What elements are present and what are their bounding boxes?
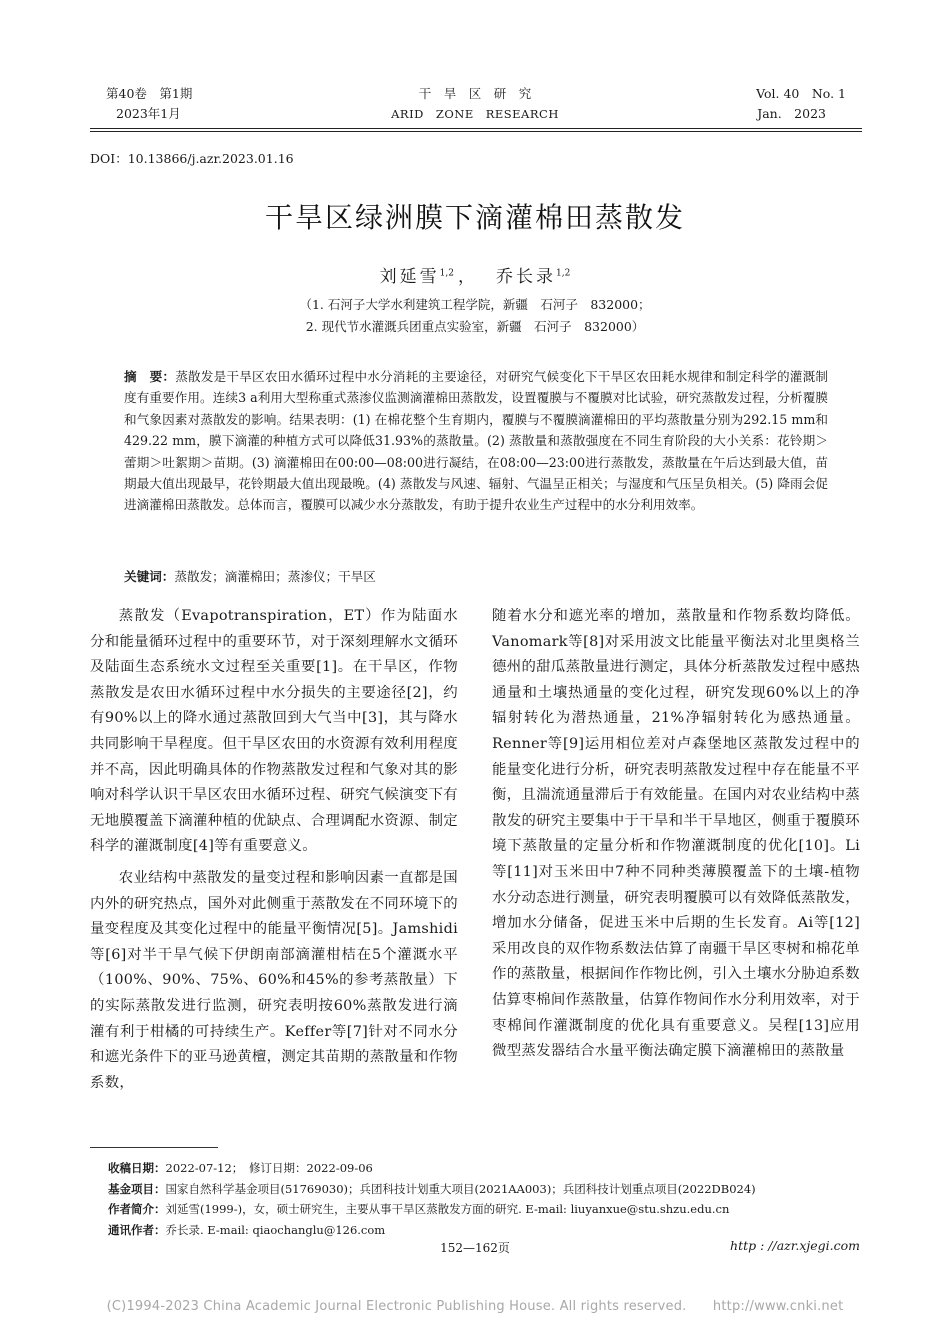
footnote-text: 2022-07-12； 修订日期：2022-09-06	[165, 1161, 373, 1175]
footnote-text: 国家自然科学基金项目(51769030)；兵团科技计划重大项目(2021AA003)；兵团科技计划重点项目(2022DB024)	[165, 1181, 756, 1196]
body-column-left	[90, 604, 458, 1096]
affiliation-line: 2. 现代节水灌溉兵团重点实验室，新疆 石河子 832000）	[305, 319, 645, 334]
header-volume-cn: 第40卷 第1期	[106, 86, 193, 101]
footnote-text: 乔长录. E-mail: qiaochanglu@126.com	[165, 1222, 386, 1237]
authors	[0, 262, 950, 287]
footnote-label: 收稿日期：	[108, 1161, 166, 1175]
header-date-en: Jan. 2023	[757, 106, 826, 121]
keywords-label: 关键词：	[124, 569, 175, 584]
header-right	[756, 84, 846, 124]
header-volume-en: Vol. 40 No. 1	[756, 86, 846, 101]
abstract	[124, 366, 828, 516]
header-date-cn: 2023年1月	[116, 106, 181, 121]
footnote-rule	[90, 1147, 218, 1148]
copyright-notice: (C)1994-2023 China Academic Journal Electronic Publishing House. All rights reserved. http://www.cnki.net	[106, 1299, 844, 1314]
footnote-label: 作者简介：	[108, 1202, 166, 1216]
footnote-label: 基金项目：	[108, 1181, 166, 1196]
author-separator: ，	[458, 267, 478, 287]
footnote-corresponding	[108, 1220, 868, 1241]
keywords-text: 蒸散发；滴灌棉田；蒸渗仪；干旱区	[174, 569, 376, 584]
footnote-funding	[108, 1179, 868, 1200]
header-journal-cn: 干 旱 区 研 究	[418, 86, 532, 101]
author-affiliation-mark: 1,2	[439, 268, 454, 279]
author-name: 乔长录	[496, 267, 556, 287]
author-name: 刘延雪	[379, 267, 440, 287]
body-paragraph: 蒸散发（Evapotranspiration，ET）作为陆面水分和能量循环过程中的重要环节，对于深刻理解水文循环及陆面生态系统水文过程至关重要[1]。在干旱区，作物蒸散发是农田水循环过程中水分损失的主要途径[2]，约有90%以上的降水通过蒸散回到大气当中[3]，其与降水共同影响干旱程度。但干旱区农田的水资源有效利用程度并不高，因此明确具体的作物蒸散发过程和气象对其的影响对科学认识干旱区农田水循环过程、研究气候演变下有无地膜覆盖下滴灌种植的优缺点、合理调配水资源、制定科学的灌溉制度[4]等有重要意义。	[90, 608, 458, 855]
body-column-right	[492, 604, 860, 1065]
footnote-author-bio	[108, 1199, 868, 1220]
body-paragraph: 农业结构中蒸散发的量变过程和影响因素一直都是国内外的研究热点，国外对此侧重于蒸散发在不同环境下的量变程度及其变化过程中的能量平衡情况[5]。Jamshidi 等[6]对半干旱气候下伊朗南部滴灌柑桔在5个灌溉水平（100%、90%、75%、60%和45%的参考蒸散量）下的实际蒸散发进行监测，研究表明按60%蒸散发进行滴灌有利于柑橘的可持续生产。Keffer等[7]针对不同水分和遮光条件下的亚马逊黄檀，测定其苗期的蒸散量和作物系数，	[90, 869, 458, 1091]
author-affiliation-mark: 1,2	[556, 268, 571, 279]
body-paragraph: 随着水分和遮光率的增加，蒸散量和作物系数均降低。Vanomark等[8]对采用波文比能量平衡法对北里奥格兰德州的甜瓜蒸散量进行测定，具体分析蒸散发过程中感热通量和土壤热通量的变化过程，研究发现60%以上的净辐射转化为潜热通量，21%净辐射转化为感热通量。Renner等[9]运用相位差对卢森堡地区蒸散发过程中的能量变化进行分析，研究表明蒸散发过程中存在能量不平衡，且湍流通量滞后于有效能量。在国内对农业结构中蒸散发的研究主要集中于干旱和半干旱地区，侧重于覆膜环境下蒸散量的定量分析和作物灌溉制度的优化[10]。Li等[11]对玉米田中7种不同种类薄膜覆盖下的土壤-植物水分动态进行测量，研究表明覆膜可以有效降低蒸散发，增加水分储备，促进玉米中后期的生长发育。Ai等[12]采用改良的双作物系数法估算了南疆干旱区枣树和棉花单作的蒸散量，根据间作作物比例，引入土壤水分胁迫系数估算枣棉间作蒸散量，估算作物间作水分利用效率，对于枣棉间作灌溉制度的优化具有重要意义。吴程[13]应用微型蒸发器结合水量平衡法确定膜下滴灌棉田的蒸散量	[492, 608, 860, 1060]
page-range: 152—162页	[440, 1241, 510, 1255]
footnote-received	[108, 1158, 868, 1179]
footnote-label: 通讯作者：	[108, 1222, 166, 1237]
footnotes	[108, 1158, 868, 1240]
page-title: 干旱区绿洲膜下滴灌棉田蒸散发	[264, 201, 685, 234]
header-rule-thin	[90, 131, 862, 132]
header-rule	[90, 128, 862, 129]
header-journal-en: ARID ZONE RESEARCH	[391, 107, 559, 121]
abstract-text: 蒸散发是干旱区农田水循环过程中水分消耗的主要途径，对研究气候变化下干旱区农田耗水规律和制定科学的灌溉制度有重要作用。连续3 a利用大型称重式蒸渗仪监测滴灌棉田蒸散发，设置覆膜与不覆膜对比试验，研究蒸散发过程，分析覆膜和气象因素对蒸散发的影响。结果表明：(1) 在棉花整个生育期内，覆膜与不覆膜滴灌棉田的平均蒸散量分别为292.15 mm和429.22 mm，膜下滴灌的种植方式可以降低31.93%的蒸散量。(2) 蒸散量和蒸散强度在不同生育阶段的大小关系：花铃期＞蕾期＞吐絮期＞苗期。(3) 滴灌棉田在00:00—08:00进行凝结，在08:00—23:00进行蒸散发，蒸散量在午后达到最大值，苗期最大值出现最早，花铃期最大值出现最晚。(4) 蒸散发与风速、辐射、气温呈正相关；与湿度和气压呈负相关。(5) 降雨会促进滴灌棉田蒸散发。总体而言，覆膜可以减少水分蒸散发，有助于提升农业生产过程中的水分利用效率。	[124, 369, 829, 513]
keywords	[124, 566, 828, 587]
abstract-label: 摘 要：	[124, 369, 176, 384]
affiliation-line: （1. 石河子大学水利建筑工程学院，新疆 石河子 832000；	[299, 297, 651, 312]
website-link[interactable]: http : //azr.xjegi.com	[730, 1238, 860, 1253]
footnote-text: 刘延雪(1999-)，女，硕士研究生，主要从事干旱区蒸散发方面的研究. E-mail: liuyanxue@stu.shzu.edu.cn	[165, 1202, 730, 1216]
doi: DOI：10.13866/j.azr.2023.01.16	[90, 151, 294, 166]
